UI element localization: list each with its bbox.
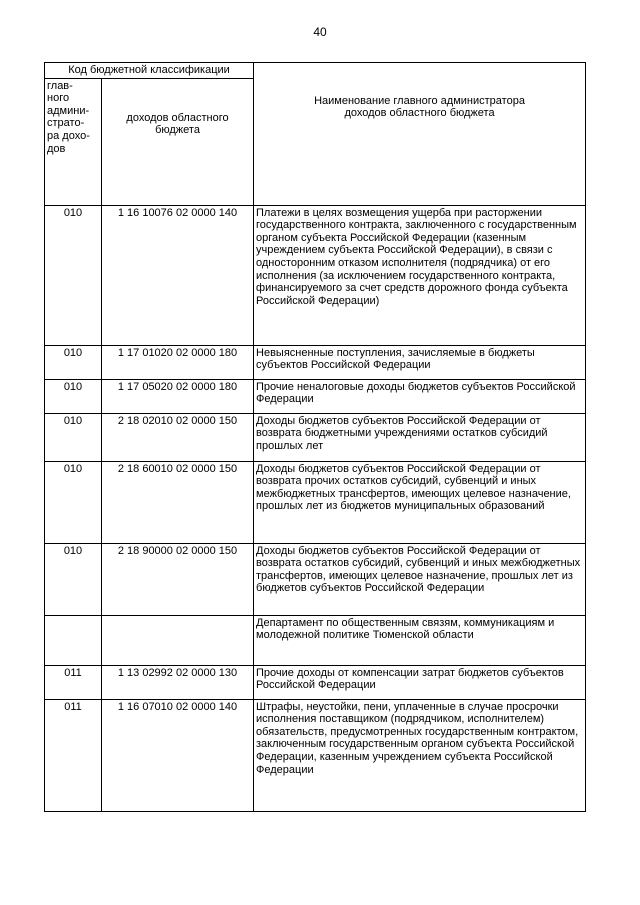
admin-code-cell: 010 bbox=[45, 379, 102, 413]
admin-code-cell: 010 bbox=[45, 413, 102, 461]
income-name-cell: Платежи в целях возмещения ущерба при расторжении государственного контракта, заключенного с государственным органом субъекта Российской Федерации (казенным учреждением субъекта Российской Федерации), в связи с односторонним отказом исполнителя (подрядчика) от его исполнения (за исключением государственного контракта, финансируемого за счет средств дорожного фонда субъекта Российской Федерации) bbox=[254, 205, 586, 345]
department-row bbox=[45, 615, 586, 665]
income-code-cell: 1 16 10076 02 0000 140 bbox=[102, 205, 254, 345]
table-row bbox=[45, 205, 586, 345]
income-name-cell: Штрафы, неустойки, пени, уплаченные в случае просрочки исполнения поставщиком (подрядчиком, исполнителем) обязательств, предусмотренных государственным контрактом, заключенным государственным органом субъекта Российской Федерации, казенным учреждением субъекта Российской Федерации bbox=[254, 699, 586, 811]
income-name-cell: Доходы бюджетов субъектов Российской Федерации от возврата прочих остатков субсидий, субвенций и иных межбюджетных трансфертов, имеющих целевое назначение, прошлых лет из бюджетов муниципальных образований bbox=[254, 461, 586, 543]
admin-code-cell bbox=[45, 615, 102, 665]
admin-code-cell: 010 bbox=[45, 543, 102, 615]
budget-classification-table bbox=[44, 62, 586, 812]
income-name-cell: Прочие доходы от компенсации затрат бюджетов субъектов Российской Федерации bbox=[254, 665, 586, 699]
admin-code-cell: 010 bbox=[45, 205, 102, 345]
admin-code-cell: 011 bbox=[45, 699, 102, 811]
income-name-cell: Невыясненные поступления, зачисляемые в бюджеты субъектов Российской Федерации bbox=[254, 345, 586, 379]
admin-code-cell: 010 bbox=[45, 461, 102, 543]
income-code-cell: 1 17 05020 02 0000 180 bbox=[102, 379, 254, 413]
income-code-cell: 2 18 90000 02 0000 150 bbox=[102, 543, 254, 615]
table-row bbox=[45, 345, 586, 379]
page-number: 40 bbox=[313, 25, 327, 39]
income-code-cell bbox=[102, 615, 254, 665]
income-name-cell: Прочие неналоговые доходы бюджетов субъектов Российской Федерации bbox=[254, 379, 586, 413]
income-code-cell: 2 18 60010 02 0000 150 bbox=[102, 461, 254, 543]
table-row bbox=[45, 665, 586, 699]
table-row bbox=[45, 413, 586, 461]
header-budget-classification: Код бюджетной классификации bbox=[45, 63, 254, 79]
table-row bbox=[45, 379, 586, 413]
header-administrator-name: Наименование главного администратора доходов областного бюджета bbox=[254, 63, 586, 206]
table-row bbox=[45, 461, 586, 543]
income-name-cell: Департамент по общественным связям, коммуникациям и молодежной политике Тюменской области bbox=[254, 615, 586, 665]
income-code-cell: 2 18 02010 02 0000 150 bbox=[102, 413, 254, 461]
admin-code-cell: 010 bbox=[45, 345, 102, 379]
table-row bbox=[45, 543, 586, 615]
header-chief-administrator: глав- ного админи- страто- ра дохо- дов bbox=[45, 78, 102, 205]
admin-code-cell: 011 bbox=[45, 665, 102, 699]
income-name-cell: Доходы бюджетов субъектов Российской Федерации от возврата остатков субсидий, субвенций и иных межбюджетных трансфертов, имеющих целевое назначение, прошлых лет из бюджетов субъектов Российской Федерации bbox=[254, 543, 586, 615]
header-income-code: доходов областного бюджета bbox=[102, 78, 254, 205]
table-row bbox=[45, 699, 586, 811]
income-name-cell: Доходы бюджетов субъектов Российской Федерации от возврата бюджетными учреждениями остатков субсидий прошлых лет bbox=[254, 413, 586, 461]
income-code-cell: 1 16 07010 02 0000 140 bbox=[102, 699, 254, 811]
income-code-cell: 1 17 01020 02 0000 180 bbox=[102, 345, 254, 379]
income-code-cell: 1 13 02992 02 0000 130 bbox=[102, 665, 254, 699]
